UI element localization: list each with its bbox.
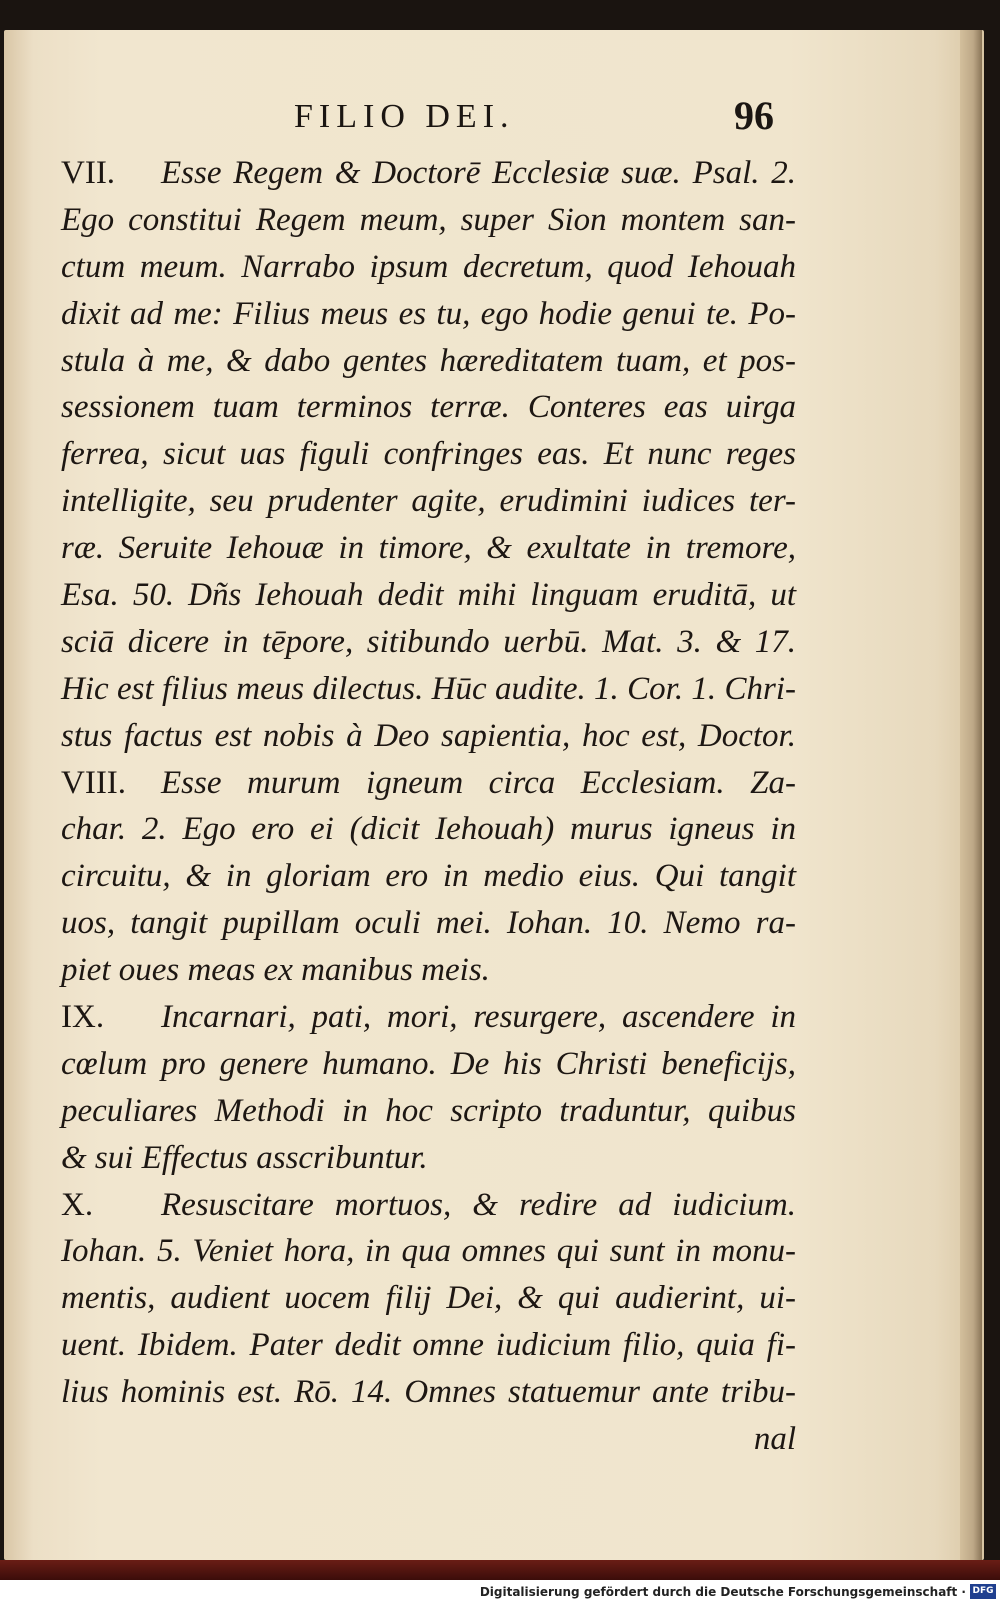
footer	[0, 1580, 1000, 1604]
line-text: Esse murum igneum circa Ecclesiam. Za-	[161, 764, 796, 801]
text-line: char. 2. Ego ero ei (dicit Iehouah) murus igneus in	[61, 811, 796, 848]
catchword: nal	[753, 1421, 796, 1458]
line-text: Incarnari, pati, mori, resurgere, ascendere in	[161, 999, 796, 1036]
text-line: peculiares Methodi in hoc scripto traduntur, quibus	[61, 1092, 796, 1129]
text-line: lius hominis est. Rō. 14. Omnes statuemur ante tribu-	[61, 1374, 796, 1411]
text-line: uos, tangit pupillam oculi mei. Iohan. 10. Nemo ra-	[61, 905, 796, 942]
page-number: 96	[734, 93, 774, 138]
running-head	[4, 92, 984, 142]
text-line: sessionem tuam terminos terræ. Conteres eas uirga	[61, 389, 796, 426]
dfg-logo: DFG	[970, 1584, 996, 1599]
section-number: X.	[61, 1186, 94, 1223]
line-text: Resuscitare mortuos, & redire ad iudicium.	[161, 1186, 796, 1223]
text-line: dixit ad me: Filius meus es tu, ego hodie genui te. Po-	[61, 295, 796, 332]
text-line	[61, 994, 796, 1041]
text-line: mentis, audient uocem filij Dei, & qui audierint, ui-	[61, 1280, 796, 1317]
text-line: & sui Effectus asscribuntur.	[61, 1139, 428, 1176]
text-line: ctum meum. Narrabo ipsum decretum, quod Iehouah	[61, 248, 796, 285]
text-line	[61, 150, 796, 197]
text-line: Hic est filius meus dilectus. Hūc audite. 1. Cor. 1. Chri-	[61, 670, 796, 707]
text-line: ræ. Seruite Iehouæ in timore, & exultate in tremore,	[61, 530, 796, 567]
text-line	[61, 1182, 796, 1229]
footer-credit: Digitalisierung gefördert durch die Deutsche Forschungsgemeinschaft ·	[479, 1585, 966, 1599]
running-title: FILIO DEI.	[294, 98, 515, 135]
text-line: ferrea, sicut uas figuli confringes eas. Et nunc reges	[61, 436, 796, 473]
text-line: stula à me, & dabo gentes hæreditatem tuam, et pos-	[61, 342, 796, 379]
body-text	[61, 150, 796, 1463]
text-line: piet oues meas ex manibus meis.	[61, 952, 490, 989]
text-line: circuitu, & in gloriam ero in medio eius. Qui tangit	[61, 858, 796, 895]
text-line: sciā dicere in tēpore, sitibundo uerbū. Mat. 3. & 17.	[61, 623, 796, 660]
section-number: IX.	[61, 999, 105, 1036]
line-text: Esse Regem & Doctorē Ecclesiæ suæ. Psal. 2.	[161, 155, 796, 191]
text-line: Iohan. 5. Veniet hora, in qua omnes qui sunt in monu-	[61, 1233, 796, 1270]
page-edge	[960, 30, 982, 1560]
text-line: Esa. 50. Dñs Iehouah dedit mihi linguam eruditā, ut	[61, 577, 796, 614]
book-cover-edge	[0, 1560, 1000, 1580]
text-line: uent. Ibidem. Pater dedit omne iudicium filio, quia fi-	[61, 1327, 796, 1364]
text-line: stus factus est nobis à Deo sapientia, hoc est, Doctor.	[61, 717, 796, 754]
section-number: VII.	[61, 155, 116, 191]
book-page	[4, 30, 984, 1560]
text-line: intelligite, seu prudenter agite, erudimini iudices ter-	[61, 483, 796, 520]
text-line	[61, 760, 796, 807]
text-line: Ego constitui Regem meum, super Sion montem san-	[61, 201, 796, 238]
section-number: VIII.	[61, 764, 127, 801]
text-line: cœlum pro genere humano. De his Christi beneficijs,	[61, 1045, 796, 1082]
